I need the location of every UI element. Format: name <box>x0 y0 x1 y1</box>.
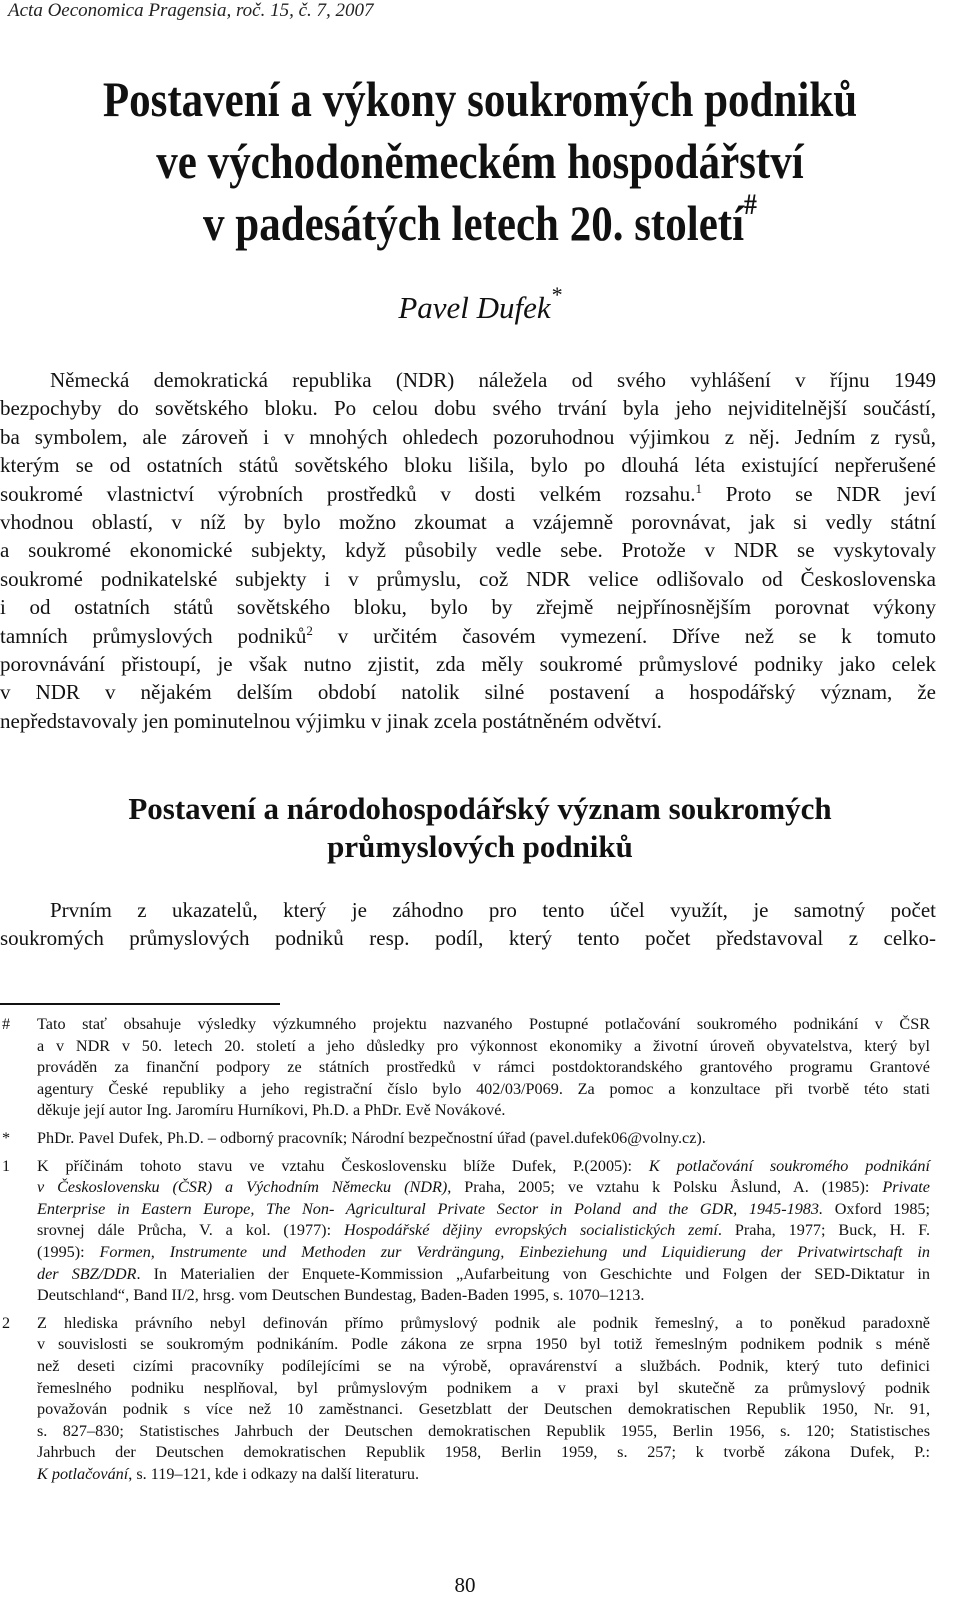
footnote-line: PhDr. Pavel Dufek, Ph.D. – odborný pracovník; Národní bezpečnostní úřad (pavel.dufek06@volny.cz). <box>37 1128 706 1147</box>
text-segment: K příčinám tohoto stavu ve vztahu Československu blíže Dufek, P.(2005): <box>37 1156 649 1175</box>
footnote-line: Z hlediska právního nebyl definován přímo průmyslový podnik ale podnik řemeslný, a to poněkud paradoxně <box>37 1313 930 1332</box>
italic-title: Private <box>882 1178 930 1197</box>
text-segment: Oxford 1985; <box>823 1199 931 1218</box>
text-segment: v určitém časovém vymezení. Dříve než se k tomuto <box>312 623 936 648</box>
section-paragraph <box>0 896 936 953</box>
footnote-line: děkuje její autor Ing. Jaromíru Hurníkovi, Ph.D. a PhDr. Evě Novákové. <box>37 1101 506 1120</box>
italic-title: der SBZ/DDR <box>37 1264 137 1283</box>
italic-title: Enterprise in Eastern Europe, The Non- Agricultural Private Sector in Poland and the GDR, 1945-1983. <box>37 1199 824 1218</box>
author-footnote-mark: * <box>550 282 562 307</box>
running-head: Acta Oeconomica Pragensia, roč. 15, č. 7, 2007 <box>8 0 374 21</box>
footnote-line <box>37 1264 930 1286</box>
footnote-mark: 2 <box>2 1313 11 1332</box>
italic-title: K potlačování soukromého podnikání <box>648 1156 930 1175</box>
title-footnote-mark: # <box>744 188 757 221</box>
text-line: v NDR v nějakém delším období natolik silné postavení a hospodářský význam, že <box>0 680 936 705</box>
footnote-line: než deseti cizími pracovníky podílejícími se na výrobě, opravárenství a službách. Podnik, který tuto definici <box>37 1356 930 1375</box>
text-line <box>0 622 936 650</box>
text-segment: srovnej dále Průcha, V. a kol. (1977): <box>37 1221 344 1240</box>
text-line: vhodnou oblastí, v níž by bylo možno zkoumat a vzájemně porovnávat, jak si vedly státní <box>0 509 936 534</box>
footnote-mark: * <box>2 1128 11 1147</box>
footnote-line <box>37 1464 930 1486</box>
footnote-line <box>37 1156 930 1178</box>
text-segment: . In Materialien der Enquete-Kommission „Aufarbeitung von Geschichte und Folgen der SED-Diktatur in <box>136 1264 930 1283</box>
text-segment: Proto se NDR jeví <box>702 481 937 506</box>
text-line: bezpochyby do sovětského bloku. Po celou dobu svého trvání byla jeho nejviditelnější součástí, <box>0 396 936 421</box>
footnote-line: Deutschland“, Band II/2, hrsg. vom Deutschen Bundestag, Baden-Baden 1995, s. 1070–1213. <box>37 1286 645 1305</box>
text-line: i od ostatních států sovětského bloku, bylo by zřejmě nejpřínosnějším porovnat výkony <box>0 595 936 620</box>
text-line: a soukromé ekonomické subjekty, když působily vedle sebe. Protože v NDR se vyskytovaly <box>0 538 936 563</box>
section-heading-line-2: průmyslových podniků <box>327 829 633 864</box>
section-heading <box>0 790 960 866</box>
text-line: ba symbolem, ale zároveň i v mnohých ohledech pozoruhodnou výjimkou z něj. Jedním z rysů, <box>0 424 936 449</box>
title-line-1: Postavení a výkony soukromých podniků <box>102 71 858 127</box>
footnote-1 <box>0 1156 930 1307</box>
text-line: kterým se od ostatních států sovětského bloku lišila, bylo po dlouhá léta existující nepřerušené <box>0 453 936 478</box>
author-name: Pavel Dufek <box>398 290 551 325</box>
section-heading-line-1: Postavení a národohospodářský význam soukromých <box>128 791 832 826</box>
text-line: soukromé podnikatelské subjekty i v průmyslu, což NDR velice odlišovalo od Československa <box>0 566 936 591</box>
footnote-line: agentury České republiky a jeho registrační číslo bylo 402/03/P069. Za pomoc a konzultace při tvorbě této stati <box>37 1079 930 1098</box>
text-line: Německá demokratická republika (NDR) náležela od svého vyhlášení v říjnu 1949 <box>50 368 936 392</box>
footnote-line <box>37 1199 930 1221</box>
text-line: Prvním z ukazatelů, který je záhodno pro tento účel využít, je samotný počet <box>50 898 936 922</box>
footnote-ref-2: 2 <box>306 622 313 638</box>
footnote-line: prováděn za finanční podpory ze státních prostředků v rámci postdoktorandského grantového programu Grantové <box>37 1058 930 1077</box>
footnote-2 <box>0 1313 930 1486</box>
italic-title: Formen, Instrumente und Methoden zur Verdrängung, Einbeziehung und Liquidierung der Privatwirtschaft in <box>99 1242 930 1261</box>
intro-paragraph <box>0 366 936 735</box>
text-segment: , Praha, 2005; ve vztahu k Polsku Åslund, A. (1985): <box>447 1178 883 1197</box>
text-line <box>0 480 936 508</box>
text-line: soukromých průmyslových podniků resp. podíl, který tento počet představoval z celko- <box>0 926 936 951</box>
footnote-mark: # <box>2 1015 11 1033</box>
text-segment: , s. 119–121, kde i odkazy na další literaturu. <box>128 1464 419 1483</box>
italic-title: K potlačování <box>37 1464 129 1483</box>
footnote-line: a v NDR v 50. letech 20. století a jeho důsledky pro výkonnost ekonomiky a životní úroveň obyvatelstva, který byl <box>37 1036 930 1055</box>
text-segment: tamních průmyslových podniků <box>0 623 307 648</box>
footnote-line <box>37 1242 930 1264</box>
footnote-line: Tato stať obsahuje výsledky výzkumného projektu nazvaného Postupné potlačování soukromého podnikání v ČSR <box>37 1015 930 1033</box>
footnote-line: v souvislosti se soukromým podnikáním. Podle zákona ze srpna 1950 byl totiž řemeslným podnikem podnik s méně <box>37 1335 930 1354</box>
footnote-line: považován podnik s více než 10 zaměstnanci. Gesetzblatt der Deutschen demokratischen Republik 1950, Nr. 91, <box>37 1400 930 1419</box>
author <box>0 282 960 326</box>
footnote-mark: 1 <box>2 1156 11 1175</box>
text-line: nepředstavovaly jen pominutelnou výjimku v jinak zcela postátněném odvětví. <box>0 708 662 733</box>
text-line: porovnávání přistoupí, je však nutno zjistit, zda měly soukromé průmyslové podniky jako celek <box>0 651 936 676</box>
text-segment: (1995): <box>37 1242 100 1261</box>
footnote-line <box>37 1177 930 1199</box>
title-line-3-text: v padesátých letech 20. století <box>203 195 745 251</box>
title-line-2: ve východoněmeckém hospodářství <box>156 133 804 189</box>
footnote-ref-1: 1 <box>695 480 703 496</box>
footnote-line: řemeslného podniku nesplňoval, byl průmyslovým podnikem a v praxi byl skutečně za průmyslový podnik <box>37 1378 930 1397</box>
footnote-separator <box>0 1003 280 1005</box>
text-segment: soukromé vlastnictví výrobních prostředků v dosti velkém rozsahu. <box>0 481 696 506</box>
page-number: 80 <box>454 1573 476 1597</box>
text-segment: . Praha, 1977; Buck, H. F. <box>717 1221 930 1240</box>
footnote-line: Jahrbuch der Deutschen demokratischen Republik 1958, Berlin 1959, s. 257; k tvorbě zákona Dufek, P.: <box>37 1443 930 1462</box>
italic-title: Hospodářské dějiny evropských socialistických zemí <box>344 1221 718 1240</box>
italic-title: v Československu (ČSR) a Východním Německu (NDR) <box>37 1178 448 1197</box>
footnotes <box>0 1014 930 1491</box>
footnote-hash <box>0 1014 930 1122</box>
footnote-line: s. 827–830; Statistisches Jahrbuch der Deutschen demokratischen Republik 1955, Berlin 1956, s. 120; Statistisches <box>37 1421 930 1440</box>
title-line-3 <box>67 188 893 254</box>
footnote-line <box>37 1220 930 1242</box>
article-title <box>67 68 893 254</box>
footnote-star <box>0 1128 930 1150</box>
